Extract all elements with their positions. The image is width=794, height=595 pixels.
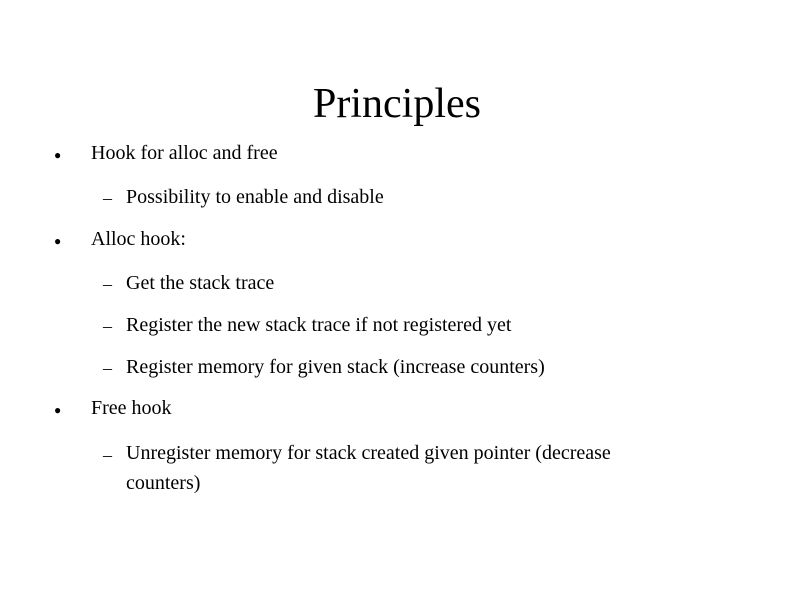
bullet-item-alloc-hook: Alloc hook: <box>91 228 186 250</box>
dash-marker: – <box>103 358 112 378</box>
bullet-marker: ● <box>54 148 62 162</box>
bullet-item-free-hook: Free hook <box>91 397 172 419</box>
dash-marker: – <box>103 274 112 294</box>
subitem-enable-disable: Possibility to enable and disable <box>126 186 384 208</box>
subitem-unregister-memory: Unregister memory for stack created given pointer (decrease counters) <box>126 442 611 494</box>
slide-title: Principles <box>313 81 481 127</box>
subitem-register-stack-trace: Register the new stack trace if not registered yet <box>126 314 512 336</box>
dash-marker: – <box>103 445 112 465</box>
subitem-get-stack-trace: Get the stack trace <box>126 272 275 294</box>
dash-marker: – <box>103 188 112 208</box>
bullet-marker: ● <box>54 234 62 248</box>
dash-marker: – <box>103 316 112 336</box>
bullet-item-hook: Hook for alloc and free <box>91 142 278 164</box>
bullet-marker: ● <box>54 403 62 417</box>
subitem-register-memory: Register memory for given stack (increase counters) <box>126 356 545 378</box>
